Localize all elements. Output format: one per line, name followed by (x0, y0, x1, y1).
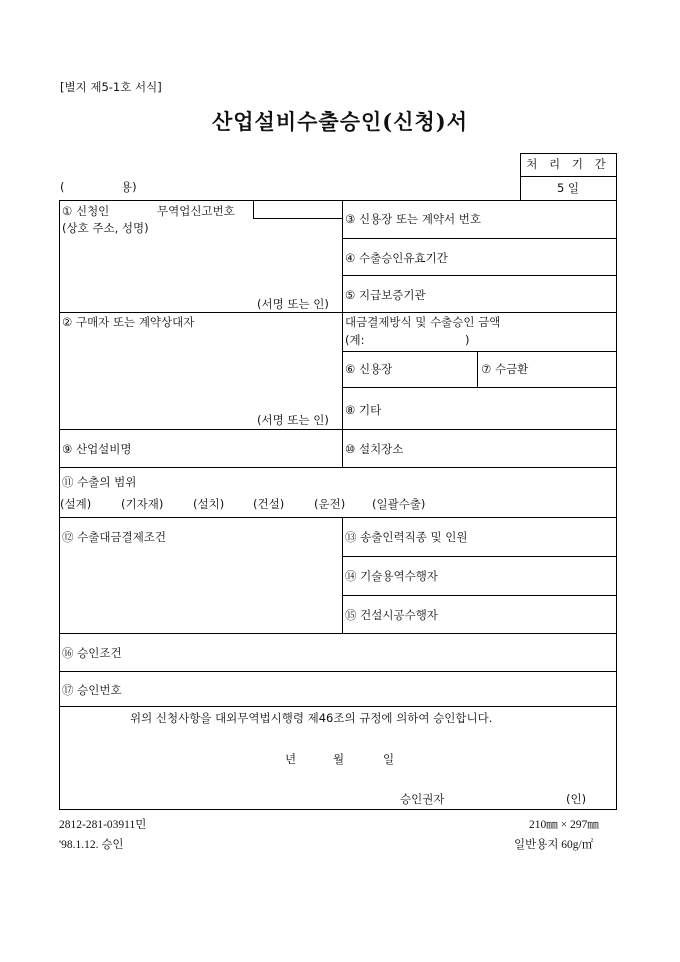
table-top-border (59, 200, 617, 201)
scope-option-operation: (운전) (314, 497, 346, 511)
guarantee-institution-label: ⑤ 지급보증기관 (345, 288, 426, 302)
scope-option-turnkey: (일괄수출) (372, 497, 426, 511)
scope-option-equipment: (기자재) (121, 497, 164, 511)
buyer-label: ② 구매자 또는 계약상대자 (62, 315, 195, 329)
declaration-text: 위의 신청사항을 대외무역법시행령 제46조의 규정에 의하여 승인합니다. (130, 711, 493, 725)
table-right-border (616, 200, 617, 810)
purpose-open: ( (60, 180, 65, 194)
paper-type: 일반용지 60g/㎡ (514, 839, 594, 851)
payment-method-label: 대금결제방식 및 수출승인 금액 (345, 315, 501, 329)
total-amount-label: (계: (345, 333, 365, 347)
scope-option-design: (설계) (60, 497, 92, 511)
form-number: [별지 제5-1호 서식] (60, 80, 162, 94)
table-bottom-border (59, 809, 617, 810)
form-code: 2812-281-03911민 (59, 819, 147, 831)
date-day: 일 (383, 752, 395, 766)
page-title: 산업설비수출승인(신청)서 (211, 109, 469, 134)
date-month: 월 (333, 752, 345, 766)
paper-size: 210㎜ × 297㎜ (529, 819, 599, 831)
approval-number-label: ⑰ 승인번호 (62, 683, 122, 697)
letter-of-credit-label: ⑥ 신용장 (345, 362, 393, 376)
facility-name-label: ⑨ 산업설비명 (62, 442, 132, 456)
approver-label: 승인권자 (400, 792, 445, 806)
approver-seal: (인) (566, 792, 587, 806)
processing-period-value: 5 일 (556, 181, 580, 195)
scope-option-installation: (설치) (193, 497, 225, 511)
scope-option-construction: (건설) (253, 497, 285, 511)
other-label: ⑧ 기타 (345, 403, 382, 417)
export-validity-label: ④ 수출승인유효기간 (345, 251, 448, 265)
processing-period-label: 처 리 기 간 (526, 157, 610, 171)
date-year: 년 (285, 752, 297, 766)
trade-registration-label: 무역업신고번호 (157, 204, 235, 218)
tech-service-label: ⑭ 기술용역수행자 (345, 569, 438, 583)
approval-date: '98.1.12. 승인 (59, 839, 124, 851)
approval-conditions-label: ⑯ 승인조건 (62, 646, 122, 660)
total-amount-close: ) (465, 333, 470, 347)
install-location-label: ⑩ 설치장소 (345, 442, 404, 456)
manpower-label: ⑬ 송출인력직종 및 인원 (345, 530, 468, 544)
buyer-signature: (서명 또는 인) (257, 413, 329, 427)
lc-contract-number-label: ③ 신용장 또는 계약서 번호 (345, 212, 482, 226)
purpose-close: 용) (121, 180, 137, 194)
construction-label: ⑮ 건설시공수행자 (345, 608, 438, 622)
receivable-label: ⑦ 수금환 (481, 362, 529, 376)
export-scope-label: ⑪ 수출의 범위 (62, 475, 137, 489)
firm-info-label: (상호 주소, 성명) (62, 221, 149, 235)
payment-terms-label: ⑫ 수출대금결제조건 (62, 530, 167, 544)
applicant-label: ① 신청인 (62, 204, 110, 218)
applicant-signature: (서명 또는 인) (257, 297, 329, 311)
